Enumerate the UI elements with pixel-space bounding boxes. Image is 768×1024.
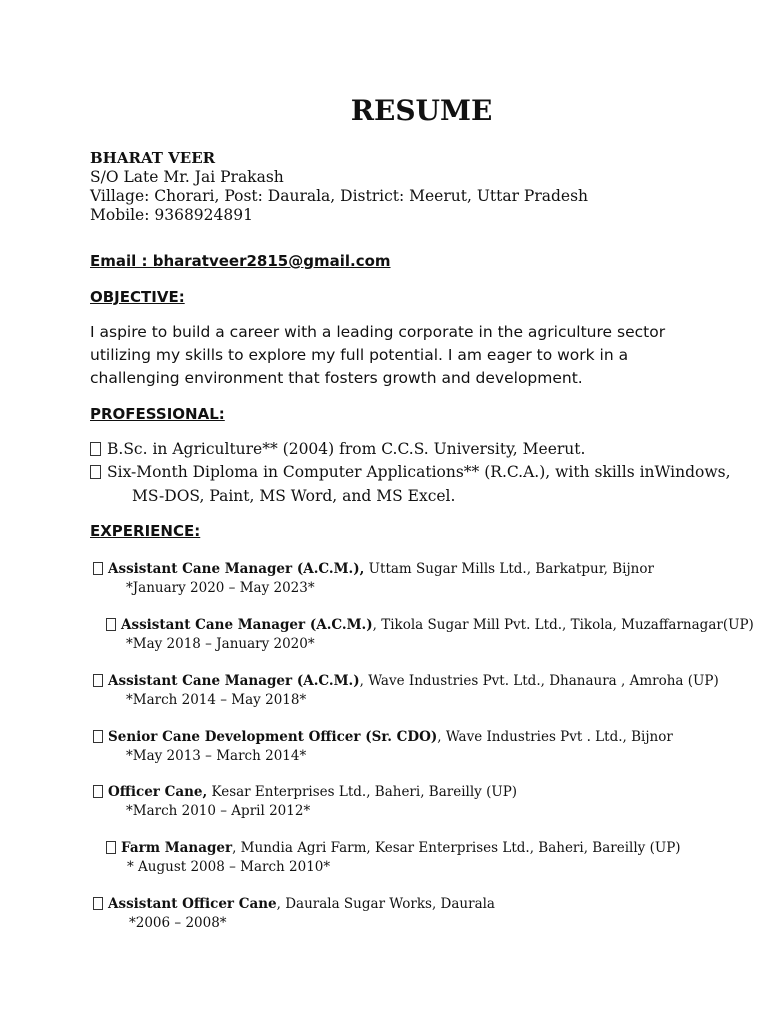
experience-org: , Wave Industries Pvt . Ltd., Bijnor	[437, 729, 673, 745]
email-line: Email : bharatveer2815@gmail.com	[90, 252, 391, 270]
professional-item	[90, 463, 731, 481]
bullet-box-icon	[93, 674, 103, 687]
applicant-address: Village: Chorari, Post: Daurala, District: Meerut, Uttar Pradesh	[90, 187, 589, 205]
bullet-box-icon	[93, 785, 103, 798]
experience-role: Assistant Cane Manager (A.C.M.)	[108, 673, 360, 689]
objective-heading: OBJECTIVE:	[90, 288, 185, 306]
experience-org: , Wave Industries Pvt. Ltd., Dhanaura , Amroha (UP)	[359, 673, 719, 689]
professional-item-text: Six-Month Diploma in Computer Applications** (R.C.A.), with skills inWindows,	[107, 463, 731, 481]
experience-item	[93, 729, 673, 745]
professional-item-text: B.Sc. in Agriculture** (2004) from C.C.S. University, Meerut.	[107, 440, 586, 458]
experience-role: Farm Manager	[121, 840, 233, 856]
professional-heading: PROFESSIONAL:	[90, 405, 225, 423]
page-title-text: RESUME	[350, 94, 493, 127]
experience-item	[93, 896, 495, 912]
experience-role: Assistant Officer Cane	[108, 896, 277, 912]
experience-org: Uttam Sugar Mills Ltd., Barkatpur, Bijnor	[364, 561, 654, 577]
experience-role: Assistant Cane Manager (A.C.M.)	[121, 617, 373, 633]
experience-item	[106, 840, 681, 856]
bullet-box-icon	[106, 618, 116, 631]
bullet-box-icon	[90, 442, 101, 456]
bullet-box-icon	[106, 841, 116, 854]
experience-dates: *March 2014 – May 2018*	[126, 692, 307, 708]
experience-dates: *May 2013 – March 2014*	[126, 748, 307, 764]
experience-role: Assistant Cane Manager (A.C.M.),	[108, 561, 365, 577]
page-title	[0, 94, 768, 127]
applicant-parent: S/O Late Mr. Jai Prakash	[90, 168, 284, 186]
bullet-box-icon	[93, 562, 103, 575]
experience-item	[93, 673, 719, 689]
experience-role: Senior Cane Development Officer (Sr. CDO)	[108, 729, 438, 745]
bullet-box-icon	[93, 897, 103, 910]
experience-item	[93, 561, 654, 577]
bullet-box-icon	[90, 465, 101, 479]
experience-org: Kesar Enterprises Ltd., Baheri, Bareilly (UP)	[207, 784, 518, 800]
applicant-mobile: Mobile: 9368924891	[90, 206, 253, 224]
experience-dates: *May 2018 – January 2020*	[126, 636, 315, 652]
experience-role: Officer Cane,	[108, 784, 208, 800]
objective-text: I aspire to build a career with a leading corporate in the agriculture sector utilizing my skills to explore my full potential. I am eager to work in a challenging environment that fosters growth and development.	[90, 323, 666, 387]
experience-item	[93, 784, 517, 800]
experience-dates: *January 2020 – May 2023*	[126, 580, 315, 596]
experience-dates: *2006 – 2008*	[129, 915, 227, 931]
applicant-name: BHARAT VEER	[90, 149, 216, 167]
professional-item	[90, 440, 585, 458]
experience-dates: *March 2010 – April 2012*	[126, 803, 311, 819]
professional-item-continued: MS-DOS, Paint, MS Word, and MS Excel.	[132, 487, 456, 505]
bullet-box-icon	[93, 730, 103, 743]
experience-org: , Mundia Agri Farm, Kesar Enterprises Ltd., Baheri, Bareilly (UP)	[232, 840, 681, 856]
experience-item	[106, 617, 754, 633]
experience-org: , Tikola Sugar Mill Pvt. Ltd., Tikola, Muzaffarnagar(UP)	[372, 617, 754, 633]
experience-heading: EXPERIENCE:	[90, 522, 201, 540]
experience-org: , Daurala Sugar Works, Daurala	[276, 896, 495, 912]
experience-dates: * August 2008 – March 2010*	[127, 859, 331, 875]
